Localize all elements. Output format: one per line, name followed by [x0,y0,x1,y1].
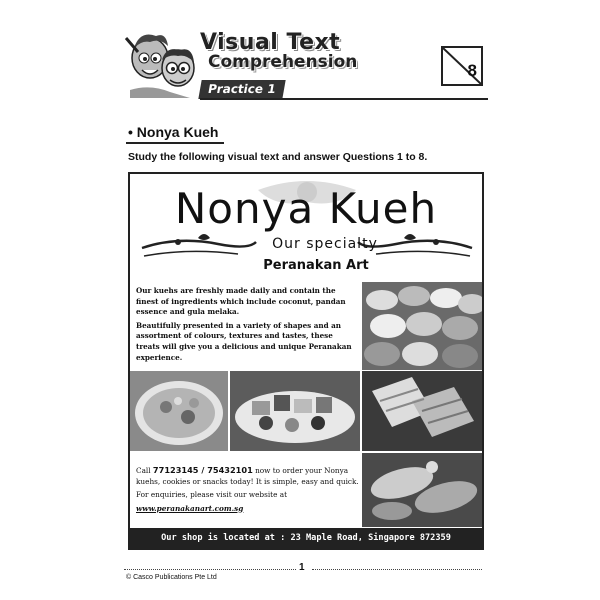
layer-cake-photo [362,371,484,451]
poster-title: Nonya Kueh [174,184,438,233]
copyright-text: © Casco Publications Pte Ltd [126,574,217,581]
kueh-photo [362,282,484,370]
order-info [136,465,360,517]
header-title-line1: Visual Text [200,30,341,55]
question-count: 8 [467,61,477,80]
practice-label: Practice 1 [198,80,285,99]
roll-photo [362,453,484,527]
visual-text-poster [128,172,484,550]
description-paragraph: Beautifully presented in a variety of shapes and an assortment of colours, textures and tastes, these treats will give you a delicious and unique Peranakan experience. [136,320,352,362]
mascot-illustration [120,28,202,100]
rice-dish-photo [130,371,228,451]
page-number: 1 [299,562,305,573]
call-prefix: Call [136,466,153,475]
call-paragraph [136,465,360,487]
header-rule [200,98,488,100]
description-paragraph: Our kuehs are freshly made daily and contain the finest of ingredients which include coconut, pandan essence and gula melaka. [136,286,346,317]
enquiry-text: For enquiries, please visit our website at [136,490,288,499]
poster-subtitle: Peranakan Art [263,258,369,273]
footer-rule-right [312,569,482,570]
section-heading: • Nonya Kueh [128,124,219,140]
section-heading-rule [126,142,224,144]
call-suffix: now to order your Nonya kuehs, cookies or snacks today! It is simple, easy and quick. [136,466,359,486]
instruction-text: Study the following visual text and answer Questions 1 to 8. [128,151,428,163]
poster-description [136,286,358,366]
kueh-plate-photo [230,371,360,451]
poster-specialty: Our specialty [272,236,378,252]
phone-numbers: 77123145 / 75432101 [152,465,253,475]
footer-rule-left [124,569,296,570]
question-count-box [441,46,483,86]
address-bar: Our shop is located at : 23 Maple Road, Singapore 872359 [130,528,482,548]
website-link[interactable]: www.peranakanart.com.sg [136,503,244,513]
header-title-line2: Comprehension [208,52,358,72]
